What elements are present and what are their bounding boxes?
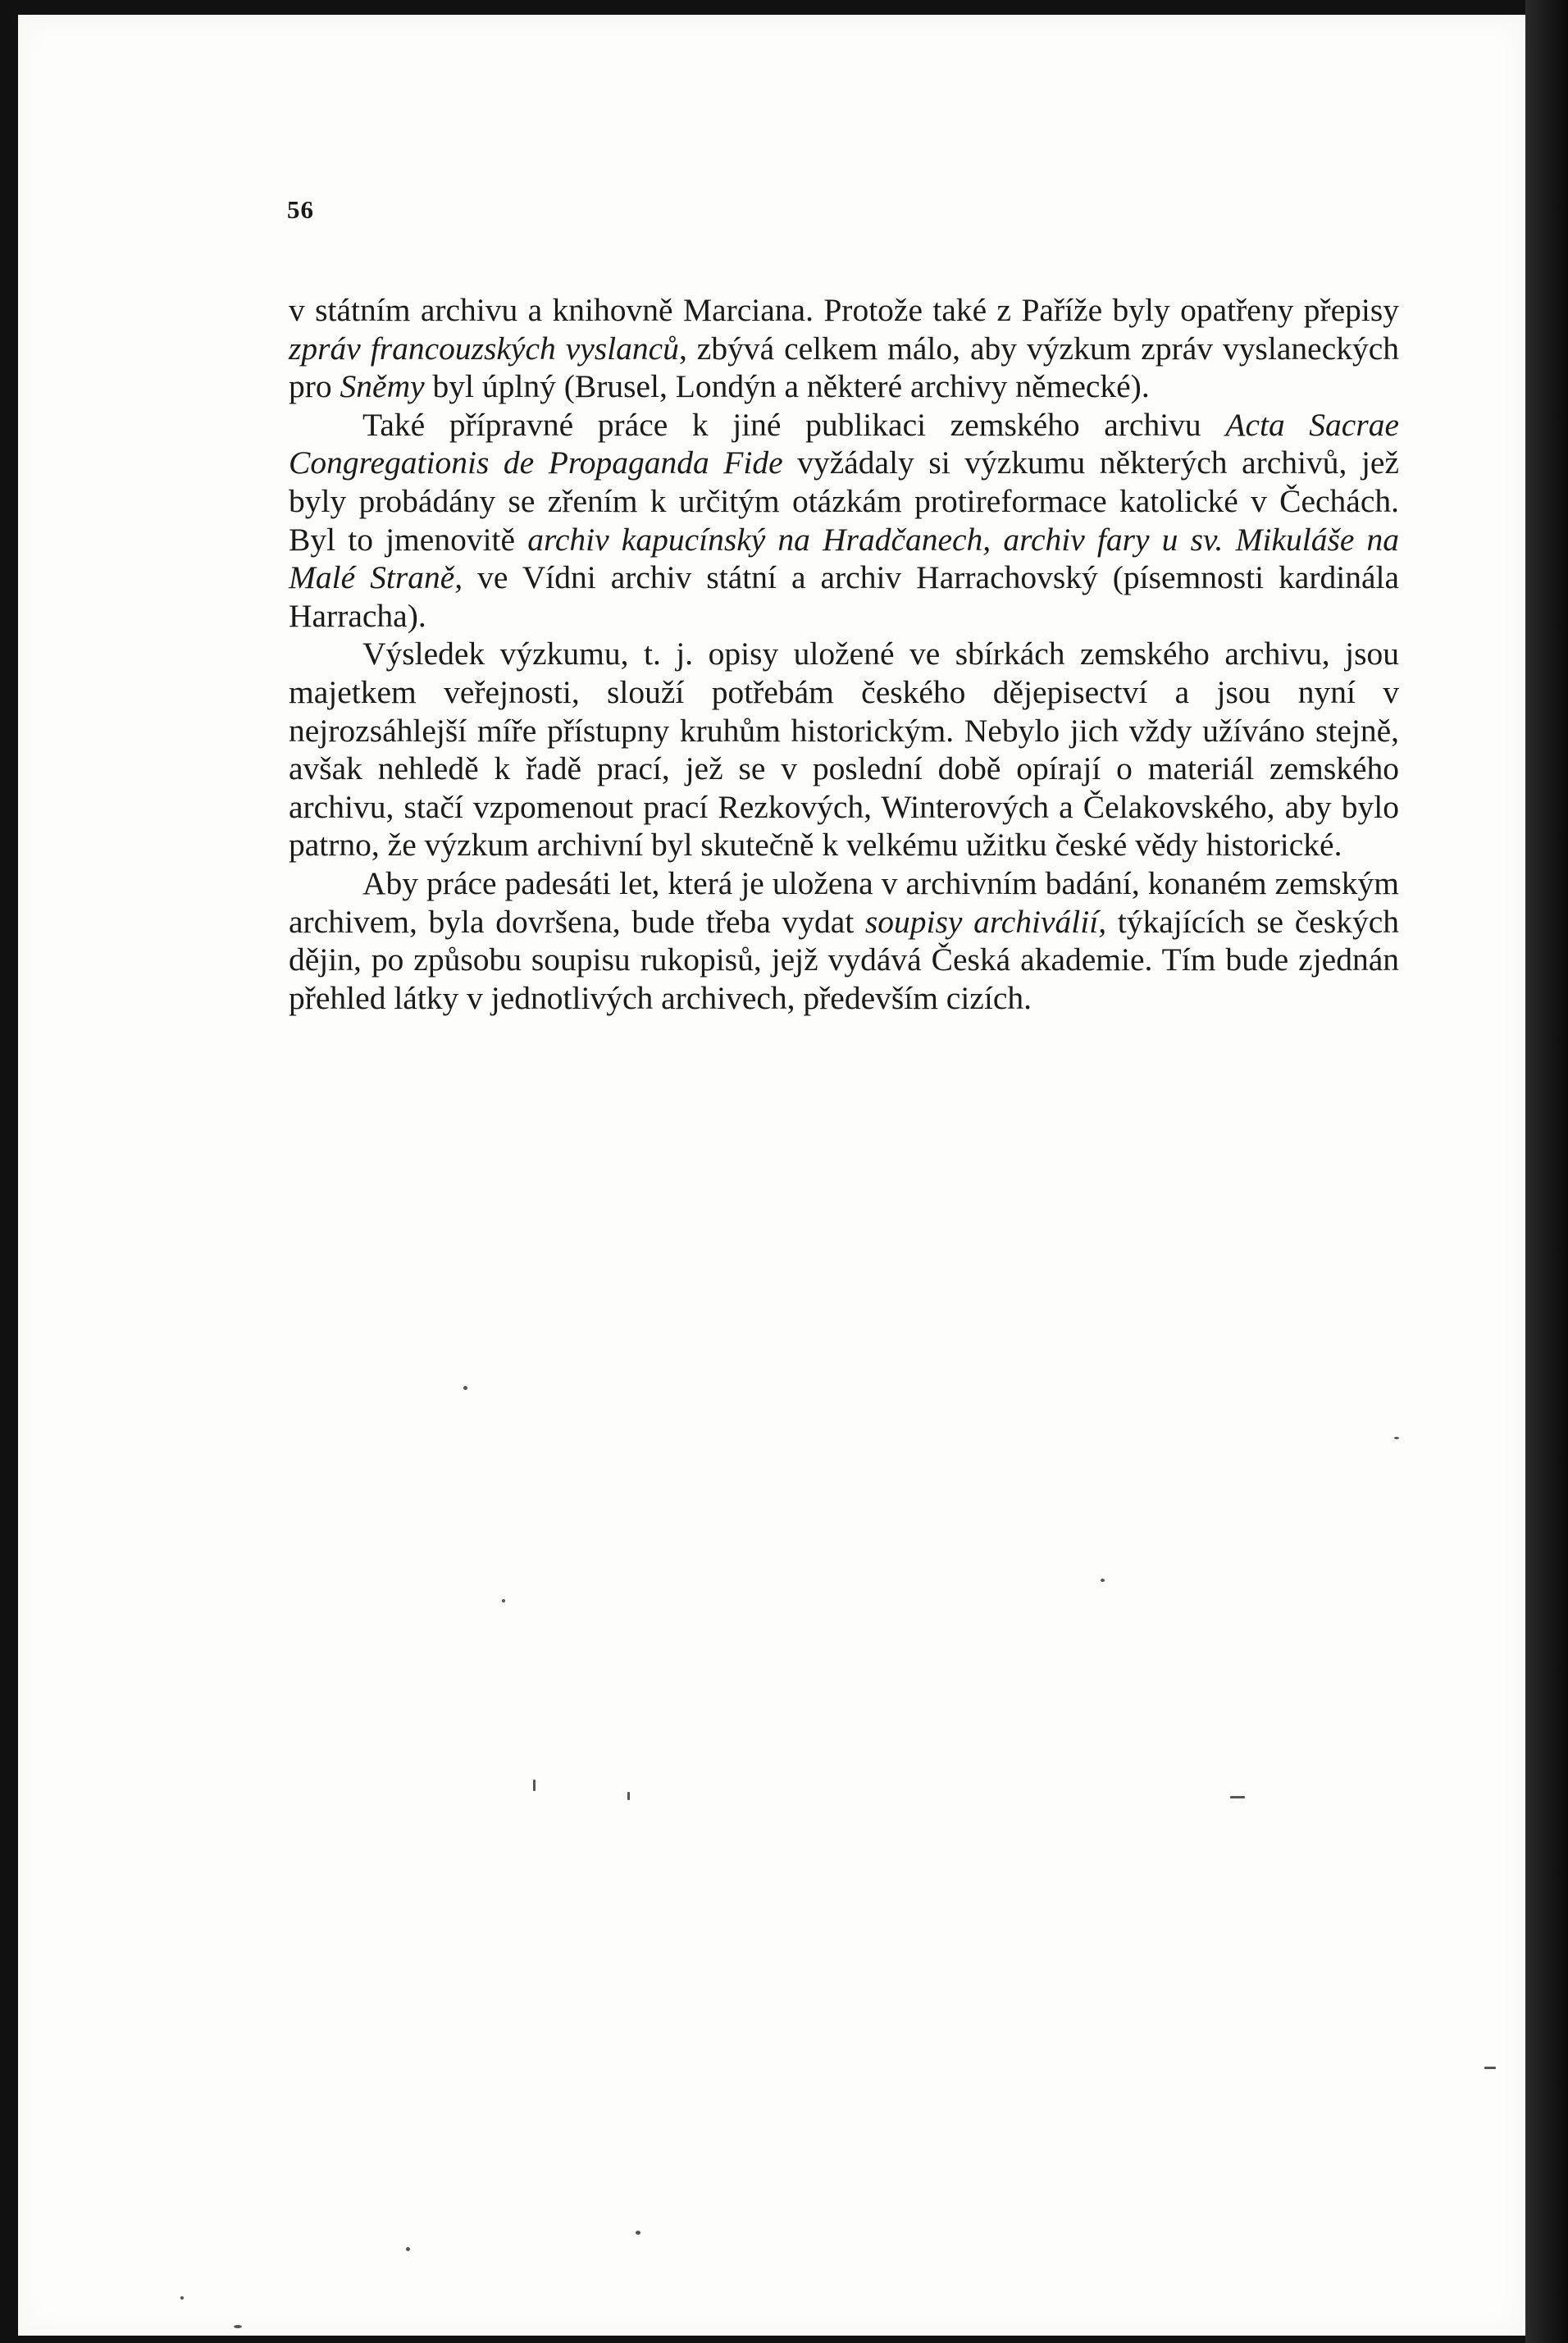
text-segment: Také přípravné práce k jiné publikaci zemského archivu — [362, 406, 1226, 443]
scan-edge-shadow — [1525, 0, 1568, 2343]
scan-speck — [627, 1792, 630, 1800]
italic-segment: soupisy archiválií, — [864, 903, 1107, 940]
scan-speck — [636, 2231, 640, 2235]
text-segment: byl úplný (Brusel, Londýn a některé archivy německé). — [424, 368, 1150, 405]
text-segment: v státním archivu a knihovně Marciana. Protože také z Paříže byly opatřeny přepisy — [289, 292, 1399, 328]
scan-speck — [406, 2247, 410, 2251]
scan-speck — [1101, 1579, 1105, 1582]
text-segment: , zbývá celkem málo, aby výzkum zpráv vyslaneckých pro — [289, 330, 1399, 405]
text-segment: Výsledek výzkumu, t. j. opisy uložené ve sbírkách zemského archivu, jsou majetkem veřejnosti, slouží potřebám českého dějepisectví a jsou nyní v nejrozsáhlejší míře přístupny kruhům historickým. Nebylo jich vždy užíváno stejně, avšak nehledě k řadě prací, jež se v poslední době opírají o materiál zemského archivu, stačí vzpomenout prací Rezkových, Winterových a Čelakovského, aby bylo patrno, že výzkum archivní byl skutečně k velkému užitku české vědy historické. — [289, 636, 1399, 864]
scan-speck — [234, 2325, 242, 2328]
scan-speck — [1394, 1437, 1399, 1439]
text-segment: ve Vídni archiv státní a archiv Harrachovský (písemnosti kardinála Harracha). — [289, 559, 1399, 634]
italic-segment: zpráv francouzských vyslanců — [289, 330, 679, 367]
italic-segment: Sněmy — [340, 368, 425, 405]
paragraph — [289, 864, 1399, 1017]
scan-speck — [1484, 2067, 1496, 2069]
body-text — [289, 291, 1399, 1017]
scan-speck — [533, 1780, 536, 1791]
scan-speck — [1230, 1796, 1245, 1798]
scan-speck — [463, 1386, 467, 1390]
text-segment: vyžádaly si výzkumu některých archivů, jež byly probádány se zřením k určitým otázkám protireformace katolické v Čechách. Byl to jmenovitě — [289, 444, 1399, 558]
italic-segment: Acta Sacrae Congregationis de Propaganda Fide — [289, 406, 1399, 481]
paragraph — [289, 291, 1399, 406]
page-number: 56 — [287, 195, 314, 224]
paragraph — [289, 406, 1399, 636]
italic-segment: archiv kapucínský na Hradčanech, archiv fary u sv. Mikuláše na Malé Straně, — [289, 521, 1399, 596]
scan-speck — [502, 1599, 505, 1602]
scan-speck — [180, 2296, 184, 2300]
text-segment: týkajících se českých dějin, po způsobu soupisu rukopisů, jejž vydává Česká akademie. Tím bude zjednán přehled látky v jednotlivých archivech, především cizích. — [289, 903, 1399, 1016]
paragraph — [289, 635, 1399, 864]
text-segment: Aby práce padesáti let, která je uložena v archivním badání, konaném zemským archivem, byla dovršena, bude třeba vydat — [289, 864, 1399, 940]
